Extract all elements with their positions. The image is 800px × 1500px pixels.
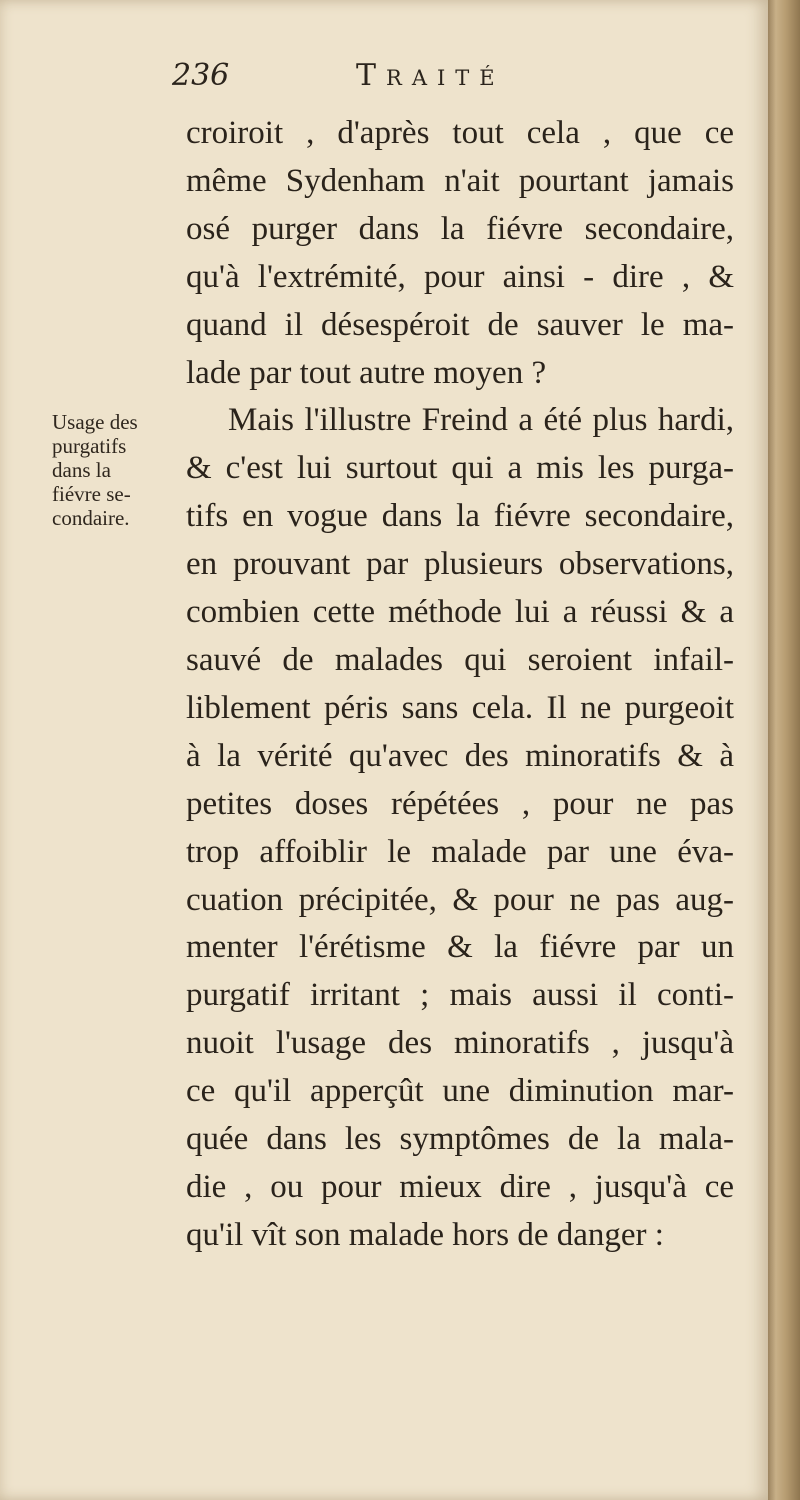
text-line: cuation précipitée, & pour ne pas aug- — [186, 881, 734, 918]
text-line: osé purger dans la fiévre secondaire, — [186, 210, 734, 247]
page-number: 236 — [172, 58, 230, 93]
text-line: purgatif irritant ; mais aussi il conti- — [186, 977, 734, 1014]
text-line: à la vérité qu'avec des minoratifs & à — [186, 737, 734, 774]
marginal-note — [52, 410, 182, 530]
running-title: Traité — [356, 58, 505, 93]
text-line: Mais l'illustre Freind a été plus hardi, — [228, 402, 734, 439]
text-line: ce qu'il apperçût une diminution mar- — [186, 1073, 734, 1110]
text-line: die , ou pour mieux dire , jusqu'à ce — [186, 1168, 734, 1205]
text-line: petites doses répétées , pour ne pas — [186, 785, 734, 822]
marginal-note-line: purgatifs — [52, 434, 127, 458]
text-line: sauvé de malades qui seroient infail- — [186, 641, 734, 678]
marginal-note-line: dans la — [52, 458, 111, 482]
page-edge — [768, 0, 800, 1500]
text-line: lade par tout autre moyen ? — [186, 354, 547, 391]
text-line: quand il désespéroit de sauver le ma- — [186, 306, 734, 343]
text-line: & c'est lui surtout qui a mis les purga- — [186, 450, 734, 487]
text-line: même Sydenham n'ait pourtant jamais — [186, 162, 734, 199]
text-line: liblement péris sans cela. Il ne purgeoit — [186, 689, 734, 726]
body-text — [186, 110, 734, 1260]
marginal-note-line: condaire. — [52, 506, 130, 530]
text-line: tifs en vogue dans la fiévre secondaire, — [186, 498, 734, 535]
marginal-note-line: fiévre se- — [52, 482, 131, 506]
page-header — [172, 58, 732, 110]
text-line: combien cette méthode lui a réussi & a — [186, 594, 734, 631]
text-line: croiroit , d'après tout cela , que ce — [186, 115, 734, 151]
marginal-note-line: Usage des — [52, 410, 138, 434]
text-line: quée dans les symptômes de la mala- — [186, 1121, 734, 1158]
text-line: en prouvant par plusieurs observations, — [186, 546, 734, 583]
text-line: menter l'érétisme & la fiévre par un — [186, 929, 734, 966]
text-line: qu'il vît son malade hors de danger : — [186, 1216, 664, 1253]
text-line: nuoit l'usage des minoratifs , jusqu'à — [186, 1025, 734, 1062]
text-line: qu'à l'extrémité, pour ainsi - dire , & — [186, 258, 734, 295]
text-line: trop affoiblir le malade par une éva- — [186, 833, 734, 870]
